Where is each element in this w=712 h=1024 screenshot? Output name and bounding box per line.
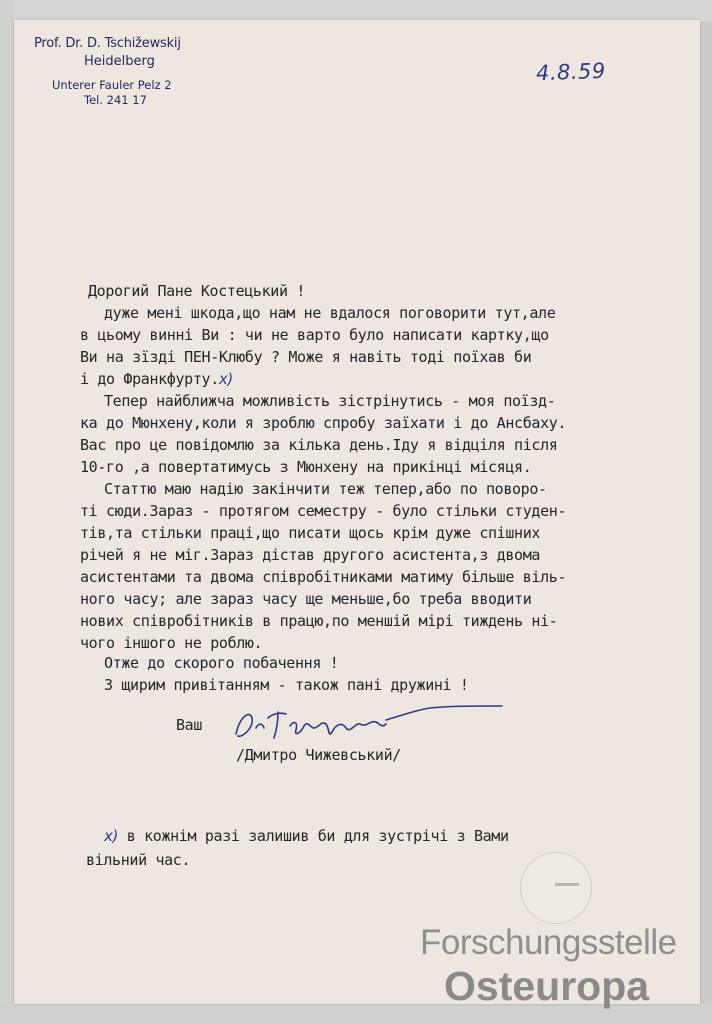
- footnote-text-line-1: в кожнім разі залишив би для зустрічі з Вами: [126, 827, 509, 845]
- body-line: ного часу; але зараз часу ще меньше,бо треба вводити: [80, 590, 532, 608]
- handwritten-date: 4.8.59: [535, 58, 607, 86]
- background-left: [0, 0, 14, 1024]
- handwritten-signature: [230, 698, 510, 748]
- salutation: Дорогий Пане Костецький !: [88, 282, 306, 300]
- watermark-line-2: Osteuropa: [444, 963, 650, 1009]
- typed-signature-name: /Дмитро Чижевський/: [236, 746, 401, 764]
- footnote: [86, 824, 509, 869]
- closing-line: З щирим привітанням - також пані дружині !: [104, 676, 469, 694]
- body-line-text: і до Франкфурту.: [80, 370, 219, 388]
- letterhead-telephone: Tel. 241 17: [84, 93, 147, 107]
- body-line: [80, 368, 233, 390]
- body-line: ка до Мюнхену,коли я зроблю спробу заїхати і до Ансбаху.: [80, 414, 567, 432]
- closing-line: Отже до скорого побачення !: [104, 654, 339, 672]
- body-line: Вас про це повідомлю за кілька день.Іду я відціля після: [80, 436, 558, 454]
- sign-label: Ваш: [176, 716, 203, 734]
- body-line: в цьому винні Ви : чи не варто було написати картку,що: [80, 326, 549, 344]
- body-line: річей я не міг.Зараз дістав другого асистента,з двома: [80, 546, 541, 564]
- background-top: [0, 0, 712, 22]
- letterhead-address: Unterer Fauler Pelz 2: [52, 78, 172, 92]
- footnote-marker: x): [218, 370, 233, 388]
- body-line: нових співробітників в працю,по меншій мірі тиждень ні-: [80, 612, 558, 630]
- body-line: дуже мені шкода,що нам не вдалося поговорити тут,але: [104, 304, 556, 322]
- body-line: ті сюди.Зараз - протягом семестру - було стільки студен-: [80, 502, 567, 520]
- letterhead-name: Prof. Dr. D. Tschižewskij: [34, 36, 181, 51]
- watermark-line-1: Forschungsstelle: [420, 923, 677, 962]
- body-line: 10-го ,а повертатимусь з Мюнхену на прикінці місяця.: [80, 458, 532, 476]
- archive-stamp: [520, 852, 592, 924]
- body-line: Ви на зїзді ПЕН-Клюбу ? Може я навіть тоді поїхав би: [80, 348, 532, 366]
- body-line: Статтю маю надію закінчити теж тепер,або по поворо-: [104, 480, 547, 498]
- footnote-text-line-2: вільний час.: [86, 851, 191, 869]
- body-line: чого іншого не роблю.: [80, 634, 263, 652]
- stamp-mark: [555, 883, 579, 886]
- letterhead-city: Heidelberg: [84, 54, 155, 69]
- body-line: асистентами та двома співробітниками матиму більше віль-: [80, 568, 567, 586]
- body-line: Тепер найближча можливість зістрінутись - моя поїзд-: [104, 392, 556, 410]
- footnote-marker: x): [104, 827, 119, 845]
- body-line: тів,та стільки праці,що писати щось крім дуже спішних: [80, 524, 541, 542]
